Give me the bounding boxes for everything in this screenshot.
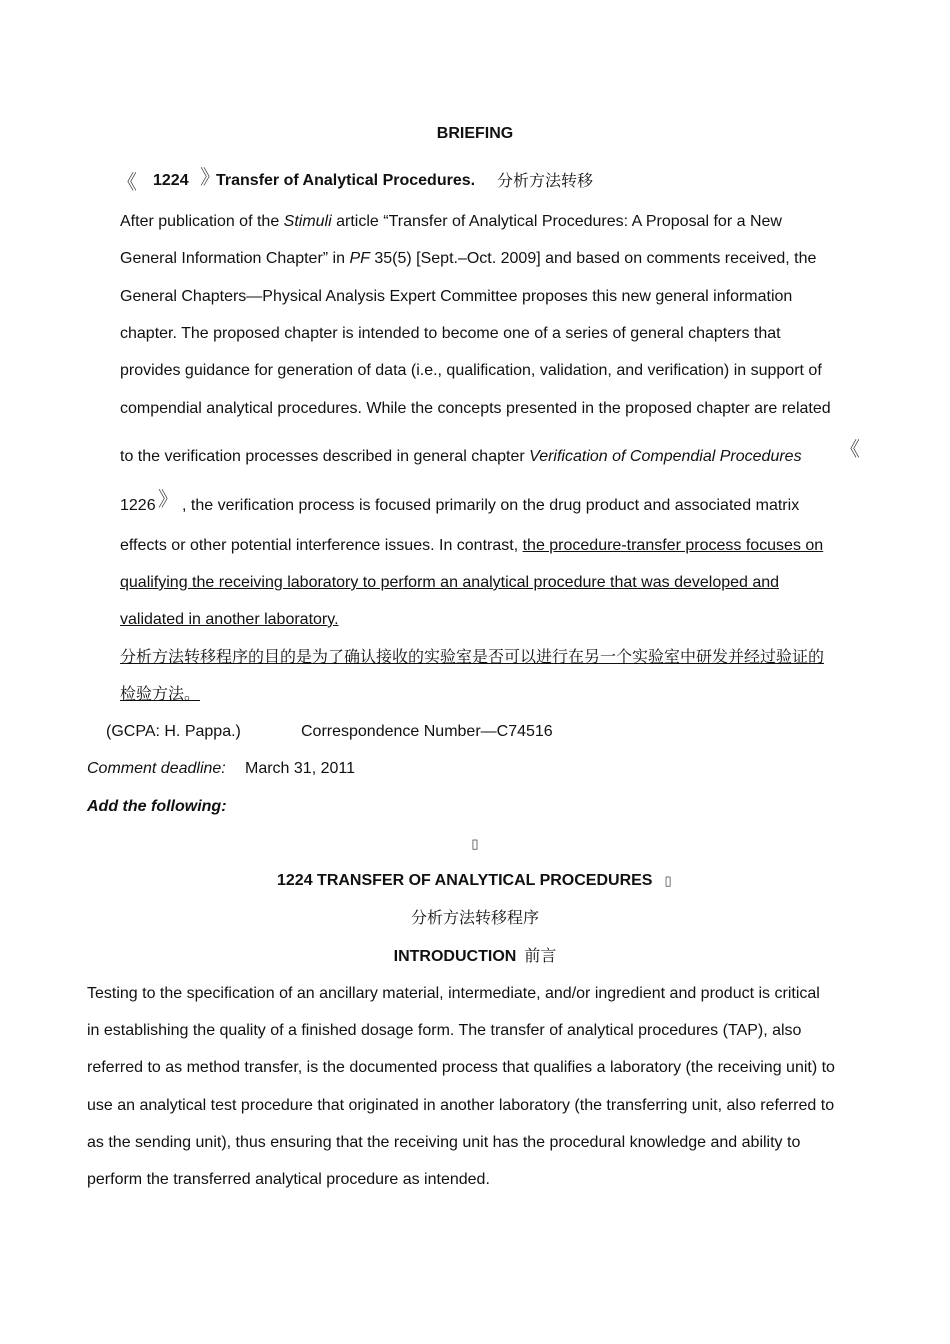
briefing-title: Transfer of Analytical Procedures. [216,172,476,189]
chapter-title: 1224 TRANSFER OF ANALYTICAL PROCEDURES [277,872,653,889]
body-line-7: to the verification processes described in general chapter Verification of Compendial Procedures [120,448,802,465]
intro-line-2: in establishing the quality of a finished dosage form. The transfer of analytical procedures (TAP), also [87,1022,802,1039]
chapter-title-row [277,871,672,891]
verification-chapter-ref: Verification of Compendial Procedures [529,448,802,465]
ref-close-bracket: 》 [158,489,178,511]
chapter-title-zh: 分析方法转移程序 [410,908,539,927]
ref-open-bracket: 《 [840,439,860,461]
intro-line-6: perform the transferred analytical procedure as intended. [87,1171,490,1188]
briefing-heading: BRIEFING [436,125,514,142]
chapter-marker-icon: ▯ [664,873,672,888]
body-line-5: provides guidance for generation of data (i.e., qualification, validation, and verification) in support of [120,362,822,379]
body-line-2: General Information Chapter” in PF 35(5) [Sept.–Oct. 2009] and based on comments received, the [120,250,817,267]
intro-line-5: as the sending unit), thus ensuring that the receiving unit has the procedural knowledge and ability to [87,1134,801,1151]
body-line-4: chapter. The proposed chapter is intended to become one of a series of general chapters that [120,325,781,342]
add-following-label: Add the following: [87,798,227,815]
comment-deadline-date: March 31, 2011 [245,760,355,777]
introduction-heading-zh: 前言 [524,946,557,965]
correspondence-number: Correspondence Number—C74516 [301,723,553,740]
body-line-8: , the verification process is focused primarily on the drug product and associated matrix [182,497,800,514]
briefing-title-zh: 分析方法转移 [497,171,594,190]
body-line-1: After publication of the Stimuli article “Transfer of Analytical Procedures: A Proposal for a New [120,213,782,230]
comment-deadline-label: Comment deadline: [87,760,226,777]
pf-ref: PF [349,250,370,267]
intro-line-1: Testing to the specification of an ancillary material, intermediate, and/or ingredient and product is critical [87,985,820,1002]
body-line-12-zh: 分析方法转移程序的目的是为了确认接收的实验室是否可以进行在另一个实验室中研发并经过验证的 [120,647,825,666]
section-marker-icon: ▯ [471,836,479,851]
title-number: 1224 [153,172,189,189]
body-line-6: compendial analytical procedures. While the concepts presented in the proposed chapter are related [120,400,831,417]
stimuli-ref: Stimuli [283,213,332,230]
body-line-13-zh: 检验方法。 [120,684,201,703]
body-line-9: effects or other potential interference issues. In contrast, the procedure-transfer process focuses on [120,537,824,554]
title-open-bracket: 《 [117,172,137,194]
gcpa-contact: (GCPA: H. Pappa.) [106,723,241,740]
intro-line-3: referred to as method transfer, is the documented process that qualifies a laboratory (the receiving unit) to [87,1059,835,1076]
body-line-11: validated in another laboratory. [120,611,339,628]
introduction-heading: INTRODUCTION 前言 [393,946,557,965]
title-close-bracket: 》 [200,167,220,189]
body-line-10: qualifying the receiving laboratory to perform an analytical procedure that was developed and [120,574,780,591]
underlined-statement: the procedure-transfer process focuses on [522,537,824,554]
body-line-3: General Chapters—Physical Analysis Expert Committee proposes this new general information [120,288,793,305]
body-line-8-number: 1226 [120,497,156,514]
intro-line-4: use an analytical test procedure that originated in another laboratory (the transferring unit, also referred to [87,1097,835,1114]
